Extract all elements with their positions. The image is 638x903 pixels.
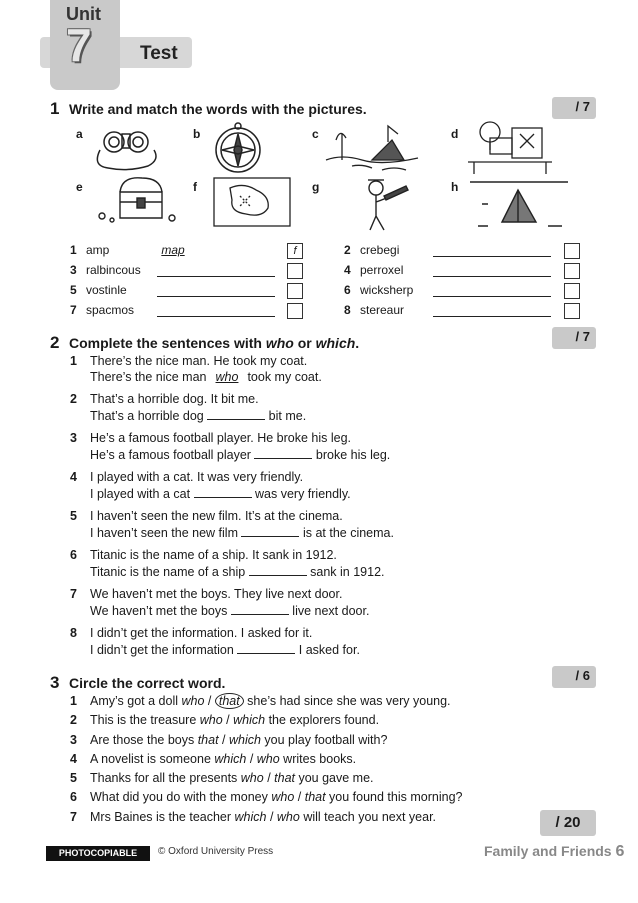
test-label: Test	[140, 43, 178, 64]
picture-letter-h: h	[451, 180, 459, 194]
section1-title: Write and match the words with the pictures.	[69, 101, 367, 117]
sentence-item: 8 I didn’t get the information. I asked for it.	[70, 626, 313, 640]
option-word[interactable]: that	[304, 790, 326, 805]
answer-blank[interactable]	[433, 244, 551, 257]
list-item: 7 spacmos	[70, 303, 135, 317]
answer-blank[interactable]	[433, 284, 551, 297]
list-item: 5 vostinle	[70, 283, 127, 297]
section1-number: 1	[50, 99, 60, 118]
sentence-rewrite: I haven’t seen the new film is at the cinema.	[90, 526, 394, 540]
publisher-label: © Oxford University Press	[158, 846, 274, 857]
brand-logo: Family and Friends 6	[484, 843, 625, 860]
sentence-item: 3 He’s a famous football player. He broke his leg.	[70, 431, 352, 445]
answer-blank[interactable]	[231, 602, 289, 615]
picture-letter-b: b	[193, 127, 201, 141]
section3-score: / 6	[552, 666, 596, 688]
unit-number: 7	[66, 19, 92, 71]
match-box[interactable]	[287, 283, 303, 299]
match-box[interactable]	[564, 263, 580, 279]
section2-number: 2	[50, 333, 60, 352]
answer-blank[interactable]	[194, 485, 252, 498]
answer-blank[interactable]	[249, 563, 307, 576]
option-word[interactable]: who	[276, 809, 300, 824]
tent-picture	[468, 176, 572, 232]
option-word[interactable]: which	[214, 751, 247, 766]
match-box[interactable]	[564, 283, 580, 299]
answer-blank[interactable]	[157, 264, 275, 277]
sentence-item: 1 There’s the nice man. He took my coat.	[70, 354, 308, 368]
picture-letter-e: e	[76, 180, 83, 194]
binoculars-picture	[88, 120, 168, 176]
circle-item: 3 Are those the boys that / which you play football with?	[70, 732, 388, 747]
total-score: / 20	[540, 810, 596, 836]
circle-item: 5 Thanks for all the presents who / that you gave me.	[70, 771, 374, 786]
circle-item: 2 This is the treasure who / which the explorers found.	[70, 713, 380, 728]
match-box[interactable]	[564, 303, 580, 319]
option-word[interactable]: that	[215, 693, 244, 709]
sentence-rewrite: He’s a famous football player broke his leg.	[90, 448, 391, 462]
option-word[interactable]: who	[199, 713, 223, 728]
list-item: 4 perroxel	[344, 263, 404, 277]
sentence-rewrite: We haven’t met the boys live next door.	[90, 604, 370, 618]
match-box[interactable]	[287, 303, 303, 319]
shipwreck-picture	[322, 120, 422, 176]
unit-label: Unit	[66, 4, 101, 24]
answer-example: who	[215, 370, 239, 384]
option-word[interactable]: who	[240, 771, 264, 786]
match-box[interactable]: f	[287, 243, 303, 259]
section3-list	[70, 693, 462, 828]
list-item: 3 ralbincous	[70, 263, 141, 277]
answer-blank[interactable]	[241, 524, 299, 537]
answer-blank[interactable]	[433, 264, 551, 277]
circle-item: 7 Mrs Baines is the teacher which / who will teach you next year.	[70, 809, 437, 824]
option-word[interactable]: who	[256, 751, 280, 766]
option-word[interactable]: which	[233, 713, 266, 728]
section3-number: 3	[50, 673, 60, 692]
option-word[interactable]: which	[228, 732, 261, 747]
compass-picture	[208, 118, 268, 178]
circle-item: 1 Amy’s got a doll who / that she’s had since she was very young.	[70, 694, 451, 708]
option-word[interactable]: who	[181, 694, 205, 708]
match-box[interactable]	[287, 263, 303, 279]
answer-blank[interactable]	[254, 446, 312, 459]
picture-letter-d: d	[451, 127, 459, 141]
sentence-rewrite: I didn’t get the information I asked for.	[90, 643, 360, 657]
sentence-item: 6 Titanic is the name of a ship. It sank in 1912.	[70, 548, 337, 562]
picture-letter-c: c	[312, 127, 319, 141]
explorer-with-telescope-picture	[340, 172, 420, 232]
section2-title: Complete the sentences with who or which.	[69, 335, 360, 351]
answer-blank[interactable]	[237, 641, 295, 654]
sentence-rewrite: That’s a horrible dog bit me.	[90, 409, 307, 423]
section2-score: / 7	[552, 327, 596, 349]
sentence-rewrite: There’s the nice man who took my coat.	[90, 370, 322, 384]
sentence-item: 5 I haven’t seen the new film. It’s at the cinema.	[70, 509, 343, 523]
answer-example: map	[161, 243, 185, 257]
list-item: 1 amp	[70, 243, 110, 257]
sentence-item: 7 We haven’t met the boys. They live next door.	[70, 587, 343, 601]
section2-list	[70, 353, 394, 664]
option-word[interactable]: which	[234, 809, 267, 824]
desk-with-globe-picture	[464, 118, 556, 176]
sentence-item: 2 That’s a horrible dog. It bit me.	[70, 392, 259, 406]
treasure-chest-picture	[92, 172, 182, 230]
list-item: 6 wicksherp	[344, 283, 414, 297]
photocopiable-label: PHOTOCOPIABLE	[46, 846, 150, 861]
circle-item: 6 What did you do with the money who / that you found this morning?	[70, 790, 463, 805]
answer-blank[interactable]	[433, 304, 551, 317]
sentence-rewrite: Titanic is the name of a ship sank in 1912.	[90, 565, 385, 579]
section1-score: / 7	[552, 97, 596, 119]
map-picture	[210, 174, 296, 230]
answer-blank[interactable]	[207, 407, 265, 420]
picture-letter-g: g	[312, 180, 320, 194]
match-box[interactable]	[564, 243, 580, 259]
list-item: 8 stereaur	[344, 303, 405, 317]
sentence-item: 4 I played with a cat. It was very friendly.	[70, 470, 304, 484]
section3-title: Circle the correct word.	[69, 675, 226, 691]
list-item: 2 crebegi	[344, 243, 400, 257]
answer-blank[interactable]	[157, 304, 275, 317]
answer-blank[interactable]	[157, 284, 275, 297]
picture-letter-a: a	[76, 127, 83, 141]
circle-item: 4 A novelist is someone which / who writes books.	[70, 751, 357, 766]
option-word[interactable]: that	[274, 771, 295, 786]
picture-letter-f: f	[193, 180, 197, 194]
option-word[interactable]: who	[271, 790, 295, 805]
option-word[interactable]: that	[197, 732, 219, 747]
sentence-rewrite: I played with a cat was very friendly.	[90, 487, 351, 501]
